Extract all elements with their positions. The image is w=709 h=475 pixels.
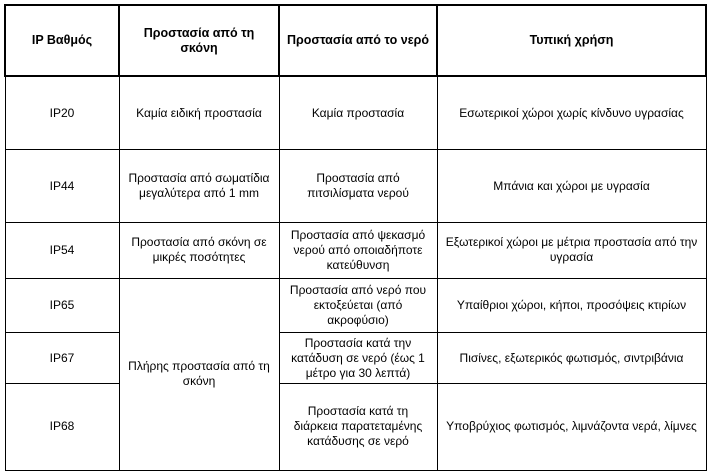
cell-typical-use: Μπάνια και χώροι με υγρασία [437, 150, 706, 223]
table-row [5, 223, 706, 279]
cell-typical-use: Εσωτερικοί χώροι χωρίς κίνδυνο υγρασίας [437, 76, 706, 150]
cell-water-protection: Προστασία από πιτσιλίσματα νερού [279, 150, 437, 223]
cell-ip-rating: IP65 [5, 278, 119, 333]
cell-dust-protection: Προστασία από σκόνη σε μικρές ποσότητες [119, 223, 279, 279]
cell-dust-protection: Προστασία από σωματίδια μεγαλύτερα από 1 mm [119, 150, 279, 223]
cell-dust-protection-merged: Πλήρης προστασία από τη σκόνη [119, 278, 279, 470]
table-header [5, 5, 706, 76]
cell-ip-rating: IP54 [5, 223, 119, 279]
header-row [5, 5, 706, 76]
cell-ip-rating: IP44 [5, 150, 119, 223]
cell-ip-rating: IP67 [5, 333, 119, 384]
table-row [5, 278, 706, 333]
cell-water-protection: Προστασία κατά τη διάρκεια παρατεταμένης κατάδυσης σε νερό [279, 383, 437, 470]
header-water-protection: Προστασία από το νερό [279, 5, 437, 76]
cell-water-protection: Προστασία από ψεκασμό νερού από οποιαδήποτε κατεύθυνση [279, 223, 437, 279]
table-row [5, 76, 706, 150]
header-typical-use: Τυπική χρήση [437, 5, 706, 76]
cell-ip-rating: IP20 [5, 76, 119, 150]
table-row [5, 333, 706, 384]
table-row [5, 150, 706, 223]
table-body [5, 76, 706, 471]
header-ip-rating: IP Βαθμός [5, 5, 119, 76]
cell-water-protection: Καμία προστασία [279, 76, 437, 150]
header-dust-protection: Προστασία από τη σκόνη [119, 5, 279, 76]
cell-water-protection: Προστασία κατά την κατάδυση σε νερό (έως 1 μέτρο για 30 λεπτά) [279, 333, 437, 384]
cell-typical-use: Υποβρύχιος φωτισμός, λιμνάζοντα νερά, λίμνες [437, 383, 706, 470]
table-row [5, 383, 706, 470]
cell-typical-use: Πισίνες, εξωτερικός φωτισμός, σιντριβάνια [437, 333, 706, 384]
ip-rating-table [4, 4, 707, 471]
cell-water-protection: Προστασία από νερό που εκτοξεύεται (από ακροφύσιο) [279, 278, 437, 333]
cell-typical-use: Υπαίθριοι χώροι, κήποι, προσόψεις κτιρίων [437, 278, 706, 333]
cell-ip-rating: IP68 [5, 383, 119, 470]
cell-dust-protection: Καμία ειδική προστασία [119, 76, 279, 150]
cell-typical-use: Εξωτερικοί χώροι με μέτρια προστασία από την υγρασία [437, 223, 706, 279]
